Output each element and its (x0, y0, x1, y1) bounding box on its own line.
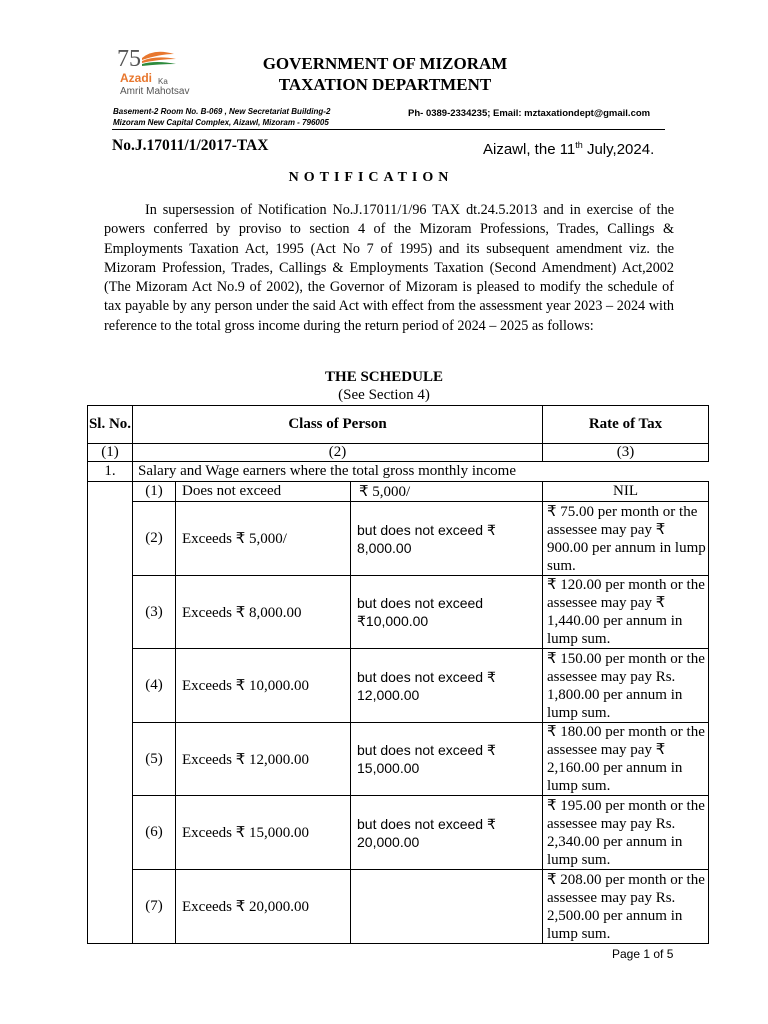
notification-heading: NOTIFICATION (288, 170, 454, 185)
logo-numeral: 75 (117, 46, 141, 72)
col-number-3: (3) (543, 444, 709, 462)
row-upper-limit: but does not exceed ₹ 15,000.00 (351, 723, 543, 796)
row-upper-limit: but does not exceed ₹ 8,000.00 (351, 502, 543, 576)
table-row (88, 870, 709, 944)
logo-word-azadi: Azadi (120, 71, 153, 85)
page-number: Page 1 of 5 (612, 947, 674, 961)
header-sl-no: Sl. No. (88, 406, 133, 444)
row-rate: ₹ 150.00 per month or the assessee may pay Rs. 1,800.00 per annum in lump sum. (543, 649, 709, 723)
address-line-2: Mizoram New Capital Complex, Aizawl, Mizoram - 796005 (113, 118, 329, 127)
azadi-ka-amrit-mahotsav-logo (112, 44, 240, 104)
row-rate: NIL (543, 482, 709, 502)
section-1-sl: 1. (88, 462, 133, 482)
row-lower-limit: Exceeds ₹ 8,000.00 (176, 576, 351, 649)
section-1-text: Salary and Wage earners where the total gross monthly income (133, 462, 709, 482)
section-1-row (88, 462, 709, 482)
row-rate: ₹ 208.00 per month or the assessee may pay Rs. 2,500.00 per annum in lump sum. (543, 870, 709, 944)
logo-word-amrit-mahotsav: Amrit Mahotsav (120, 86, 190, 97)
row-number: (4) (133, 649, 176, 723)
row-lower-limit: Exceeds ₹ 10,000.00 (176, 649, 351, 723)
row-upper-limit: ₹ 5,000/ (351, 482, 543, 502)
department-title: TAXATION DEPARTMENT (278, 75, 492, 94)
schedule-subtitle: (See Section 4) (338, 387, 430, 403)
row-number: (7) (133, 870, 176, 944)
row-lower-limit: Does not exceed (176, 482, 351, 502)
table-row (88, 576, 709, 649)
col-number-1: (1) (88, 444, 133, 462)
row-upper-limit (351, 870, 543, 944)
place-date-sup: th (575, 140, 583, 150)
row-number: (1) (133, 482, 176, 502)
row-number: (5) (133, 723, 176, 796)
logo-graphic (112, 44, 240, 104)
row-upper-limit: but does not exceed ₹10,000.00 (351, 576, 543, 649)
row-rate: ₹ 180.00 per month or the assessee may pay ₹ 2,160.00 per annum in lump sum. (543, 723, 709, 796)
address-line-1: Basement-2 Room No. B-069 , New Secretariat Building-2 (113, 107, 331, 116)
row-lower-limit: Exceeds ₹ 15,000.00 (176, 796, 351, 870)
contact-info: Ph- 0389-2334235; Email: mztaxationdept@gmail.com (408, 108, 651, 119)
row-lower-limit: Exceeds ₹ 12,000.00 (176, 723, 351, 796)
place-date-suffix: July,2024. (582, 141, 655, 158)
place-date-prefix: Aizawl, the 11 (483, 141, 576, 158)
row-number: (3) (133, 576, 176, 649)
row-number: (2) (133, 502, 176, 576)
table-header-row (88, 406, 709, 444)
header-class-of-person: Class of Person (133, 406, 543, 444)
header-rate-of-tax: Rate of Tax (543, 406, 709, 444)
government-title: GOVERNMENT OF MIZORAM (262, 54, 508, 73)
place-date (483, 140, 654, 158)
table-row (88, 723, 709, 796)
column-number-row (88, 444, 709, 462)
logo-word-ka: Ka (158, 77, 168, 86)
body-paragraph: In supersession of Notification No.J.17011/1/96 TAX dt.24.5.2013 and in exercise of the powers conferred by proviso to section 4 of the Mizoram Professions, Trades, Callings & Employments Taxation Act, 1995 (Act No 7 of 1995) and its subsequent amendment viz. the Mizoram Profession, Trades, Callings & Employments Taxation (Second Amendment) Act,2002 (The Mizoram Act No.9 of 2002), the Governor of Mizoram is pleased to modify the schedule of tax payable by any person under the said Act with effect from the assessment year 2023 – 2024 with reference to the total gross income during the return period of 2024 – 2025 as follows: (104, 202, 674, 334)
header-divider (112, 129, 665, 130)
table-row (88, 502, 709, 576)
col-number-2: (2) (133, 444, 543, 462)
row-upper-limit: but does not exceed ₹ 20,000.00 (351, 796, 543, 870)
row-rate: ₹ 195.00 per month or the assessee may pay Rs. 2,340.00 per annum in lump sum. (543, 796, 709, 870)
row-rate: ₹ 120.00 per month or the assessee may pay ₹ 1,440.00 per annum in lump sum. (543, 576, 709, 649)
section-1-spacer (88, 482, 133, 944)
schedule-title: THE SCHEDULE (325, 369, 443, 385)
row-upper-limit: but does not exceed ₹ 12,000.00 (351, 649, 543, 723)
table-row (88, 796, 709, 870)
notification-number: No.J.17011/1/2017-TAX (112, 137, 269, 154)
row-rate: ₹ 75.00 per month or the assessee may pay ₹ 900.00 per annum in lump sum. (543, 502, 709, 576)
row-lower-limit: Exceeds ₹ 20,000.00 (176, 870, 351, 944)
row-lower-limit: Exceeds ₹ 5,000/ (176, 502, 351, 576)
row-number: (6) (133, 796, 176, 870)
tax-schedule-table (87, 405, 709, 944)
table-row (88, 482, 709, 502)
table-row (88, 649, 709, 723)
